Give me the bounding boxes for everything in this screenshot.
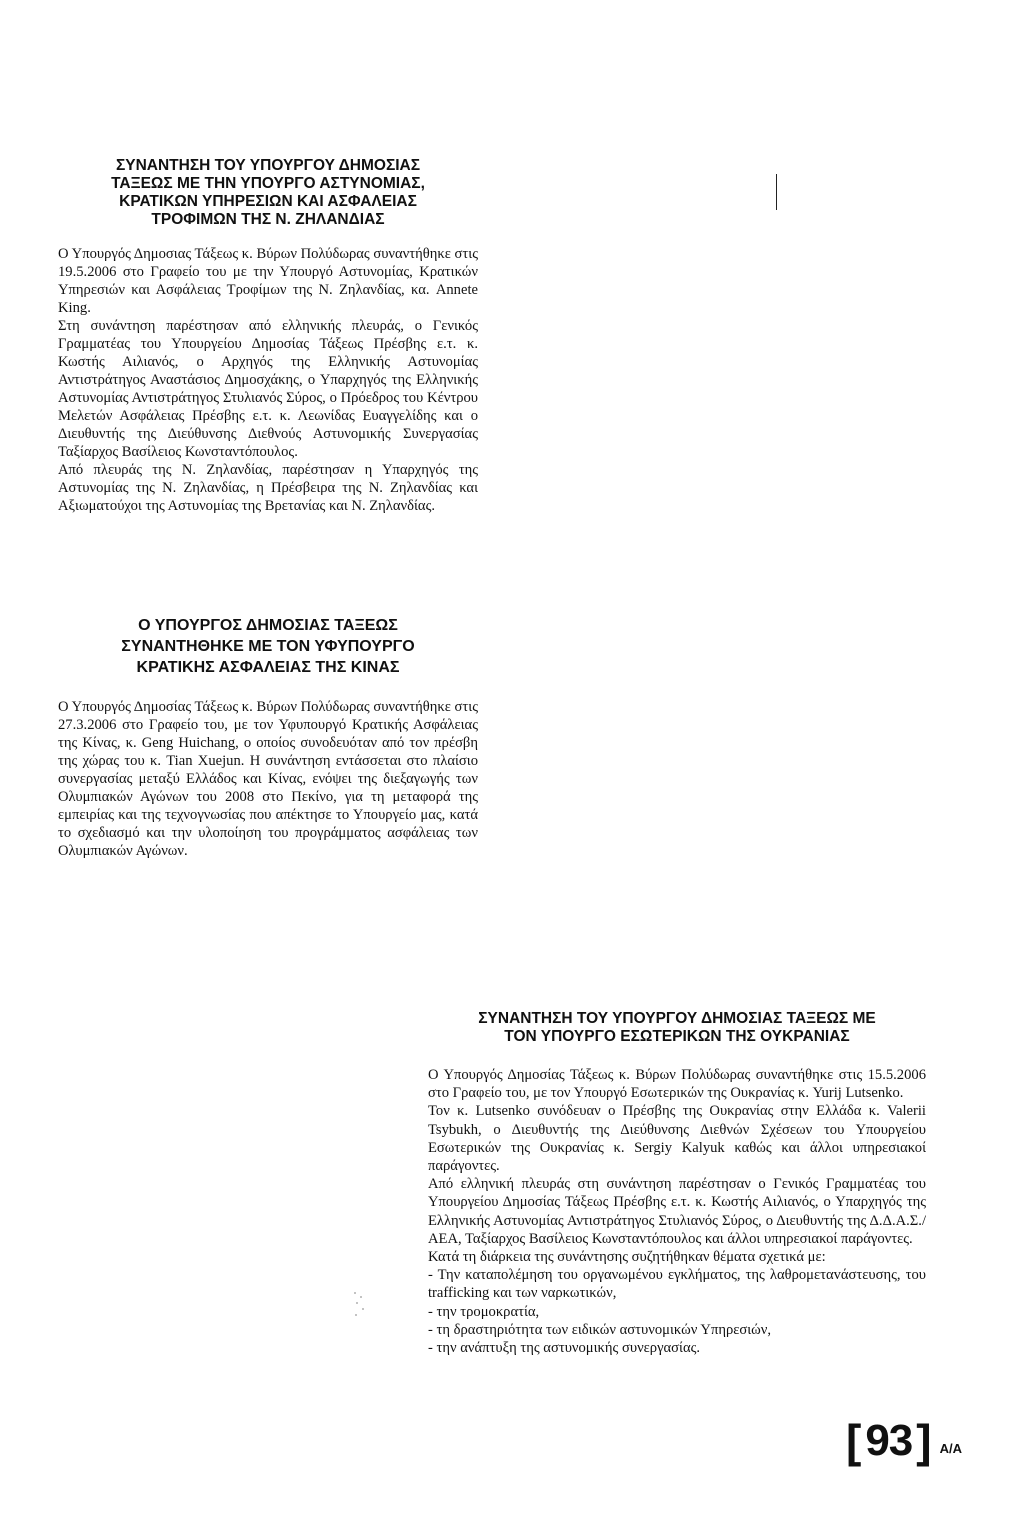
headline-line: ΚΡΑΤΙΚΗΣ ΑΣΦΑΛΕΙΑΣ ΤΗΣ ΚΙΝΑΣ [136,659,400,676]
scan-noise [352,1290,366,1320]
article-headline [58,157,478,229]
body-paragraph: Στη συνάντηση παρέστησαν από ελληνικής πλευράς, ο Γενικός Γραμματέας του Υπουργείου Δημοσίας Τάξεως Πρέσβης ε.τ. κ. Κωστής Αιλιανός, ο Αρχηγός της Ελληνικής Αστυνομίας Αντιστράτηγος Αναστάσιος Δημοσχάκης, ο Υπαρχηγός της Ελληνικής Αστυνομίας Αντιστράτηγος Στυλιανός Σύρος, ο Πρόεδρος του Κέντρου Μελετών Ασφάλειας Πρέσβης ε.τ. κ. Λεωνίδας Ευαγγελίδης και ο Διευθυντής της Διεύθυνσης Διεθνούς Αστυνομικής Συνεργασίας Ταξίαρχος Βασίλειος Κωνσταντόπουλος. [58,318,478,460]
topic-list-item: - την ανάπτυξη της αστυνομικής συνεργασίας. [428,1340,701,1357]
page-bracket-open: [ [846,1415,862,1467]
headline-line: ΣΥΝΑΝΤΗΘΗΚΕ ΜΕ ΤΟΝ ΥΦΥΠΟΥΡΓΟ [121,638,415,655]
top-margin [0,0,1024,90]
headline-line: ΤΡΟΦΙΜΩΝ ΤΗΣ Ν. ΖΗΛΑΝΔΙΑΣ [151,211,385,228]
article-ukraine [428,1010,926,1357]
article-body [428,1066,926,1357]
body-paragraph: Κατά τη διάρκεια της συνάντησης συζητήθηκαν θέματα σχετικά με: [428,1249,826,1266]
headline-line: ΤΑΞΕΩΣ ΜΕ ΤΗΝ ΥΠΟΥΡΓΟ ΑΣΤΥΝΟΜΙΑΣ, [111,175,425,192]
headline-line: ΤΟΝ ΥΠΟΥΡΓΟ ΕΣΩΤΕΡΙΚΩΝ ΤΗΣ ΟΥΚΡΑΝΙΑΣ [504,1028,850,1045]
article-headline [58,615,478,678]
scan-mark [776,174,777,210]
page-number-value: 93 [865,1416,913,1465]
page-suffix: A/A [939,1441,962,1456]
body-paragraph: Ο Υπουργός Δημοσιας Τάξεως κ. Βύρων Πολύδωρας συναντήθηκε στις 19.5.2006 στο Γραφείο του με την Υπουργό Αστυνομίας, Κρατικών Υπηρεσιών και Ασφάλειας Τροφίμων της Ν. Ζηλανδίας, κα. Annete King. [58,246,478,316]
headline-line: Ο ΥΠΟΥΡΓΟΣ ΔΗΜΟΣΙΑΣ ΤΑΞΕΩΣ [138,617,398,634]
body-paragraph: Ο Υπουργός Δημοσίας Τάξεως κ. Βύρων Πολύδωρας συναντήθηκε στις 15.5.2006 στο Γραφείο του, με τον Υπουργό Εσωτερικών της Ουκρανίας κ. Yurij Lutsenko. [428,1067,926,1102]
topic-list-item: - τη δραστηριότητα των ειδικών αστυνομικών Υπηρεσιών, [428,1321,772,1338]
article-china [58,615,478,860]
body-paragraph: Τον κ. Lutsenko συνόδευαν ο Πρέσβης της Ουκρανίας στην Ελλάδα κ. Valerii Tsybukh, ο Διευθυντής της Διεύθυνσης Διεθνών Σχέσεων του Υπουργείου Εσωτερικών της Ουκρανίας κ. Sergiy Kalyuk καθώς και άλλοι υπηρεσιακοί παράγοντες. [428,1103,926,1175]
topic-list-item: - την τρομοκρατία, [428,1303,540,1320]
body-paragraph: Από ελληνική πλευράς στη συνάντηση παρέστησαν ο Γενικός Γραμματέας του Υπουργείου Δημοσίας Τάξεως Πρέσβης ε.τ. κ. Κωστής Αιλιανός, ο Υπαρχηγός της Ελληνικής Αστυνομίας Αντιστράτηγος Στυλιανός Σύρος, ο Διευθυντής της Δ.Δ.Α.Σ./ΑΕΑ, Ταξίαρχος Βασίλειος Κωνσταντόπουλος και άλλοι υπηρεσιακοί παράγοντες. [428,1176,926,1247]
page-bracket-close: ] [916,1415,932,1467]
article-new-zealand [58,157,478,515]
headline-line: ΣΥΝΑΝΤΗΣΗ ΤΟΥ ΥΠΟΥΡΓΟΥ ΔΗΜΟΣΙΑΣ ΤΑΞΕΩΣ ΜΕ [478,1010,876,1027]
article-headline [428,1010,926,1046]
page-number [846,1415,962,1467]
body-paragraph: Από πλευράς της Ν. Ζηλανδίας, παρέστησαν η Υπαρχηγός της Αστυνομίας της Ν. Ζηλανδίας, η Πρέσβειρα της Ν. Ζηλανδίας και Αξιωματούχοι της Αστυνομίας της Βρετανίας και Ν. Ζηλανδίας. [58,462,478,514]
topic-list-item: - Την καταπολέμηση του οργανωμένου εγκλήματος, της λαθρομεταvάστευσης, του trafficking και των ναρκωτικών, [428,1267,926,1302]
headline-line: ΣΥΝΑΝΤΗΣΗ ΤΟΥ ΥΠΟΥΡΓΟΥ ΔΗΜΟΣΙΑΣ [115,157,421,174]
body-paragraph: Ο Υπουργός Δημοσίας Τάξεως κ. Βύρων Πολύδωρας συναντήθηκε στις 27.3.2006 στο Γραφείο του, με τον Υφυπουργό Κρατικής Ασφάλειας της Κίνας, κ. Geng Huichang, ο οποίος συνοδευόταν από τον πρέσβη της χώρας του κ. Tian Xuejun. Η συνάντηση εντάσσεται στο πλαίσιο συνεργασίας μεταξύ Ελλάδος και Κίνας, ενόψει της διεξαγωγής των Ολυμπιακών Αγώνων του 2008 στο Πεκίνο, για τη μεταφορά της εμπειρίας και της τεχνογνωσίας που απέκτησε το Υπουργείο μας, κατά το σχεδιασμό και την υλοποίηση του προγράμματος ασφάλειας των Ολυμπιακών Αγώνων. [58,699,478,859]
article-body [58,698,478,860]
article-body [58,245,478,515]
headline-line: ΚΡΑΤΙΚΩΝ ΥΠΗΡΕΣΙΩΝ ΚΑΙ ΑΣΦΑΛΕΙΑΣ [119,193,417,210]
